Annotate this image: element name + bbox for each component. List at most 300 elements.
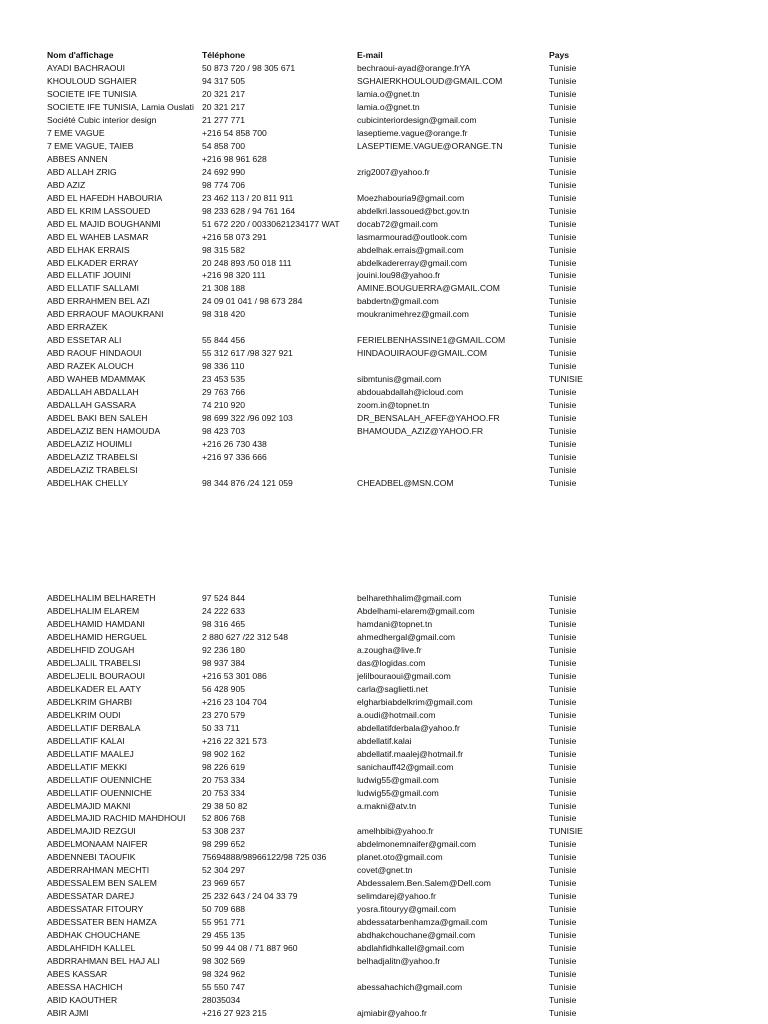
contact-phone: +216 22 321 573 (202, 735, 267, 746)
contact-country: Tunisie (549, 140, 577, 151)
table-row (0, 605, 768, 618)
contact-email: AMINE.BOUGUERRA@GMAIL.COM (357, 283, 500, 294)
contact-email: abdelkadererray@gmail.com (357, 257, 467, 268)
contact-email: CHEADBEL@MSN.COM (357, 477, 454, 488)
contact-phone: 98 937 384 (202, 657, 246, 668)
contact-email: covet@gnet.tn (357, 865, 413, 876)
contact-name: ABD ERRAHMEN BEL AZI (47, 296, 150, 307)
contact-phone: 98 318 420 (202, 309, 246, 320)
table-row (0, 308, 768, 321)
contact-email: belharethhalim@gmail.com (357, 593, 462, 603)
contact-name: ABDELLATIF OUENNICHE (47, 787, 152, 798)
contact-email: moukranimehrez@gmail.com (357, 309, 469, 320)
table-row (0, 955, 768, 968)
table-row (0, 748, 768, 761)
table-row (0, 761, 768, 774)
contact-email: lasmarmourad@outlook.com (357, 231, 467, 242)
contact-phone: 29 763 766 (202, 387, 246, 398)
contact-email: hamdani@topnet.tn (357, 618, 433, 629)
table-row (0, 968, 768, 981)
contact-name: ABDELJALIL TRABELSI (47, 657, 141, 668)
table-row (0, 1007, 768, 1020)
table-header-row (0, 49, 768, 62)
contact-phone: 52 304 297 (202, 865, 246, 876)
table-row (0, 787, 768, 800)
contact-phone: +216 26 730 438 (202, 439, 267, 450)
contact-country: Tunisie (549, 114, 577, 125)
contact-phone: 2 880 627 /22 312 548 (202, 631, 289, 642)
table-row (0, 438, 768, 451)
contact-name: ABD ELKADER ERRAY (47, 257, 139, 268)
contact-email: jelilbouraoui@gmail.com (357, 670, 451, 681)
contact-name: ABDELLATIF DERBALA (47, 722, 141, 733)
contact-name: KHOULOUD SGHAIER (47, 75, 137, 86)
contact-country: Tunisie (549, 696, 577, 707)
table-row (0, 192, 768, 205)
contact-name: ABDELLATIF MEKKI (47, 761, 128, 772)
contact-country: Tunisie (549, 748, 577, 759)
contact-country: Tunisie (549, 683, 577, 694)
table-row (0, 451, 768, 464)
contact-name: ABD EL WAHEB LASMAR (47, 231, 149, 242)
contact-country: Tunisie (549, 631, 577, 642)
contact-email: BHAMOUDA_AZIZ@YAHOO.FR (357, 426, 484, 437)
contact-country: Tunisie (549, 670, 577, 681)
table-row (0, 618, 768, 631)
contact-name: ABD EL HAFEDH HABOURIA (47, 192, 163, 203)
contact-country: Tunisie (549, 657, 577, 668)
contact-name: ABD RAOUF HINDAOUI (47, 348, 142, 359)
contact-name: ABID KAOUTHER (47, 995, 118, 1006)
contact-name: ABDELAZIZ HOUIMLI (47, 439, 132, 450)
contact-email: abdouabdallah@icloud.com (357, 387, 464, 398)
contact-country: Tunisie (549, 787, 577, 798)
table-row (0, 670, 768, 683)
contact-country: Tunisie (549, 413, 577, 424)
contact-email: planet.oto@gmail.com (357, 852, 443, 863)
contact-country: Tunisie (549, 166, 577, 177)
table-body (0, 592, 768, 1020)
table-row (0, 179, 768, 192)
table-row (0, 735, 768, 748)
contact-country: Tunisie (549, 205, 577, 216)
contact-phone: 55 550 747 (202, 982, 246, 993)
contact-email: abdelhak.errais@gmail.com (357, 244, 464, 255)
contact-phone: 74 210 920 (202, 400, 246, 411)
contact-email: amelhbibi@yahoo.fr (357, 826, 434, 837)
table-row (0, 696, 768, 709)
contact-name: ABDELMAJID REZGUI (47, 826, 136, 837)
contact-name: ABDLAHFIDH KALLEL (47, 943, 136, 954)
contact-country: Tunisie (549, 452, 577, 463)
contact-email: ludwig55@gmail.com (357, 774, 439, 785)
contact-phone: 28035034 (202, 995, 241, 1006)
table-row (0, 903, 768, 916)
contact-country: Tunisie (549, 618, 577, 629)
table-row (0, 477, 768, 490)
contact-name: ABDALLAH GASSARA (47, 400, 136, 411)
contact-country: Tunisie (549, 361, 577, 372)
table-row (0, 631, 768, 644)
table-row (0, 412, 768, 425)
contact-name: ABDELLATIF KALAI (47, 735, 125, 746)
contact-name: ABD ELLATIF SALLAMI (47, 283, 140, 294)
contacts-table-page-1 (0, 49, 768, 490)
contact-country: Tunisie (549, 943, 577, 954)
contact-country: Tunisie (549, 439, 577, 450)
contact-phone: 52 806 768 (202, 813, 246, 824)
contact-phone: +216 58 073 291 (202, 231, 267, 242)
contact-country: Tunisie (549, 593, 577, 603)
contact-phone: +216 53 301 086 (202, 670, 267, 681)
contact-country: Tunisie (549, 218, 577, 229)
contact-phone: 20 248 893 /50 018 111 (202, 257, 292, 268)
contact-country: Tunisie (549, 101, 577, 112)
contact-name: ABDELKRIM GHARBI (47, 696, 133, 707)
contact-phone: 24 09 01 041 / 98 673 284 (202, 296, 303, 307)
table-row (0, 75, 768, 88)
table-row (0, 657, 768, 670)
contact-phone: +216 27 923 215 (202, 1008, 267, 1018)
contact-country: Tunisie (549, 465, 577, 475)
contact-phone: 23 969 657 (202, 878, 246, 889)
contact-name: ABDESSALEM BEN SALEM (47, 878, 157, 889)
contact-email: ajmiabir@yahoo.fr (357, 1008, 427, 1018)
table-row (0, 644, 768, 657)
contact-phone: 29 38 50 82 (202, 800, 248, 811)
contact-phone: 56 428 905 (202, 683, 246, 694)
contact-country: Tunisie (549, 270, 577, 281)
contact-name: ABDELHAMID HERGUEL (47, 631, 147, 642)
contact-name: ABDHAK CHOUCHANE (47, 930, 141, 941)
table-row (0, 981, 768, 994)
contact-email: abdellatifderbala@yahoo.fr (357, 722, 460, 733)
contact-name: ABDELHALIM ELAREM (47, 605, 140, 616)
contact-name: ABDESSATAR FITOURY (47, 904, 144, 915)
table-row (0, 140, 768, 153)
contact-email: abdessatarbenhamza@gmail.com (357, 917, 488, 928)
contact-country: Tunisie (549, 813, 577, 824)
contact-country: Tunisie (549, 192, 577, 203)
contact-country: Tunisie (549, 904, 577, 915)
table-row (0, 114, 768, 127)
contact-name: ABD EL MAJID BOUGHANMI (47, 218, 161, 229)
contact-email: abdlahfidhkallel@gmail.com (357, 943, 465, 954)
contact-phone: 20 321 217 (202, 101, 246, 112)
contact-phone: 98 423 703 (202, 426, 246, 437)
header-phone: Téléphone (202, 50, 245, 60)
contact-phone: +216 97 336 666 (202, 452, 267, 463)
contact-phone: 20 321 217 (202, 88, 246, 99)
contact-email: jouini.lou98@yahoo.fr (357, 270, 441, 281)
contact-country: Tunisie (549, 75, 577, 86)
contact-email: Moezhabouria9@gmail.com (357, 192, 465, 203)
contact-name: SOCIETE IFE TUNISIA, Lamia Ouslati (47, 101, 194, 112)
contact-phone: 98 316 465 (202, 618, 246, 629)
contact-country: Tunisie (549, 400, 577, 411)
contact-name: ABD ERRAZEK (47, 322, 108, 333)
contact-email: elgharbiabdelkrim@gmail.com (357, 696, 473, 707)
table-row (0, 812, 768, 825)
contact-phone: 75694888/98966122/98 725 036 (202, 852, 327, 863)
contact-phone: 55 951 771 (202, 917, 246, 928)
contact-email: ludwig55@gmail.com (357, 787, 439, 798)
contact-phone: 50 709 688 (202, 904, 246, 915)
table-row (0, 838, 768, 851)
contact-phone: 23 462 113 / 20 811 911 (202, 192, 294, 203)
contact-phone: 51 672 220 / 00330621234177 WAT (202, 218, 340, 229)
table-row (0, 231, 768, 244)
contact-country: Tunisie (549, 956, 577, 967)
contact-country: Tunisie (549, 477, 577, 488)
contact-phone: 98 302 569 (202, 956, 246, 967)
table-row (0, 425, 768, 438)
contact-name: ABDESSATER BEN HAMZA (47, 917, 157, 928)
contact-phone: 92 236 180 (202, 644, 246, 655)
contact-email: cubicinteriordesign@gmail.com (357, 114, 477, 125)
table-row (0, 127, 768, 140)
contact-country: Tunisie (549, 774, 577, 785)
contact-email: zrig2007@yahoo.fr (357, 166, 430, 177)
table-row (0, 722, 768, 735)
table-row (0, 88, 768, 101)
contact-name: ABDERRAHMAN MECHTI (47, 865, 150, 876)
contact-name: ABDELLATIF MAALEJ (47, 748, 134, 759)
contact-name: ABD WAHEB MDAMMAK (47, 374, 146, 385)
contact-country: Tunisie (549, 722, 577, 733)
table-row (0, 295, 768, 308)
contact-name: ABDELMAJID MAKNI (47, 800, 131, 811)
contact-email: babdertn@gmail.com (357, 296, 439, 307)
table-row (0, 347, 768, 360)
contact-country: Tunisie (549, 62, 577, 73)
contact-name: AYADI BACHRAOUI (47, 62, 125, 73)
contact-name: ABDALLAH ABDALLAH (47, 387, 139, 398)
contact-email: ahmedhergal@gmail.com (357, 631, 456, 642)
contact-email: lamia.o@gnet.tn (357, 101, 420, 112)
contact-phone: +216 98 320 111 (202, 270, 266, 281)
contacts-table-page-2 (0, 592, 768, 1020)
contact-country: Tunisie (549, 735, 577, 746)
contact-country: Tunisie (549, 839, 577, 850)
contact-country: Tunisie (549, 982, 577, 993)
contact-name: 7 EME VAGUE, TAIEB (47, 140, 134, 151)
contact-email: abdellatif.kalai (357, 735, 412, 746)
contact-country: Tunisie (549, 127, 577, 138)
contact-name: ABDELKADER EL AATY (47, 683, 142, 694)
contact-phone: 98 233 628 / 94 761 164 (202, 205, 296, 216)
contact-name: ABD EL KRIM LASSOUED (47, 205, 151, 216)
contact-phone: 24 222 633 (202, 605, 246, 616)
contact-email: LASEPTIEME.VAGUE@ORANGE.TN (357, 140, 503, 151)
table-row (0, 800, 768, 813)
contact-phone: 23 270 579 (202, 709, 246, 720)
contact-phone: 97 524 844 (202, 593, 246, 603)
contact-country: Tunisie (549, 995, 577, 1006)
contact-country: Tunisie (549, 800, 577, 811)
contact-phone: 29 455 135 (202, 930, 246, 941)
table-row (0, 205, 768, 218)
contact-name: ABDELMONAAM NAIFER (47, 839, 148, 850)
contact-country: Tunisie (549, 1008, 577, 1018)
table-row (0, 464, 768, 477)
table-row (0, 360, 768, 373)
contact-email: zoom.in@topnet.tn (357, 400, 430, 411)
contact-name: ABDELHALIM BELHARETH (47, 593, 156, 603)
contact-name: Société Cubic interior design (47, 114, 157, 125)
contact-phone: 50 33 711 (202, 722, 240, 733)
contact-email: Abdessalem.Ben.Salem@Dell.com (357, 878, 491, 889)
contact-phone: 98 324 962 (202, 969, 246, 980)
contact-phone: 98 699 322 /96 092 103 (202, 413, 293, 424)
table-row (0, 282, 768, 295)
contact-country: Tunisie (549, 891, 577, 902)
contact-name: ABDENNEBI TAOUFIK (47, 852, 136, 863)
contact-email: HINDAOUIRAOUF@GMAIL.COM (357, 348, 487, 359)
table-row (0, 916, 768, 929)
contact-name: ABDELAZIZ TRABELSI (47, 452, 138, 463)
contact-email: Abdelhami-elarem@gmail.com (357, 605, 475, 616)
contact-email: FERIELBENHASSINE1@GMAIL.COM (357, 335, 506, 346)
contact-name: ABD ALLAH ZRIG (47, 166, 117, 177)
contact-email: abdelmonemnaifer@gmail.com (357, 839, 477, 850)
table-row (0, 399, 768, 412)
contact-country: TUNISIE (549, 826, 583, 837)
contact-phone: 50 873 720 / 98 305 671 (202, 62, 296, 73)
header-name: Nom d'affichage (47, 50, 114, 60)
contact-phone: 24 692 990 (202, 166, 246, 177)
contact-country: Tunisie (549, 426, 577, 437)
contact-email: laseptieme.vague@orange.fr (357, 127, 468, 138)
contact-name: ABESSA HACHICH (47, 982, 123, 993)
contact-phone: 20 753 334 (202, 774, 246, 785)
contact-phone: 98 315 582 (202, 244, 246, 255)
table-row (0, 994, 768, 1007)
contact-country: Tunisie (549, 348, 577, 359)
contact-phone: 98 336 110 (202, 361, 245, 372)
table-row (0, 218, 768, 231)
contact-name: 7 EME VAGUE (47, 127, 105, 138)
contact-name: SOCIETE IFE TUNISIA (47, 88, 137, 99)
contact-name: ABDESSATAR DAREJ (47, 891, 135, 902)
contact-email: DR_BENSALAH_AFEF@YAHOO.FR (357, 413, 500, 424)
contact-name: ABD ERRAOUF MAOUKRANI (47, 309, 164, 320)
contact-country: Tunisie (549, 153, 577, 164)
contact-country: Tunisie (549, 322, 577, 333)
contact-phone: +216 54 858 700 (202, 127, 267, 138)
contact-name: ABDELAZIZ BEN HAMOUDA (47, 426, 161, 437)
table-row (0, 709, 768, 722)
contact-country: Tunisie (549, 231, 577, 242)
contact-phone: 20 753 334 (202, 787, 246, 798)
header-country: Pays (549, 50, 570, 60)
contact-phone: +216 23 104 704 (202, 696, 267, 707)
table-row (0, 774, 768, 787)
contact-phone: 55 312 617 /98 327 921 (202, 348, 293, 359)
contact-country: Tunisie (549, 283, 577, 294)
table-row (0, 373, 768, 386)
contact-email: a.zougha@live.fr (357, 644, 422, 655)
contact-name: ABES KASSAR (47, 969, 108, 980)
contact-name: ABD RAZEK ALOUCH (47, 361, 134, 372)
table-row (0, 683, 768, 696)
contact-country: Tunisie (549, 644, 577, 655)
contact-email: a.makni@atv.tn (357, 800, 417, 811)
contact-name: ABD ELLATIF JOUINI (47, 270, 131, 281)
contact-country: Tunisie (549, 878, 577, 889)
contact-country: Tunisie (549, 930, 577, 941)
contact-country: Tunisie (549, 709, 577, 720)
table-row (0, 257, 768, 270)
contact-phone: +216 98 961 628 (202, 153, 267, 164)
contact-email: das@logidas.com (357, 657, 426, 668)
contact-name: ABDEL BAKI BEN SALEH (47, 413, 148, 424)
contact-email: SGHAIERKHOULOUD@GMAIL.COM (357, 75, 503, 86)
contact-email: abdelkri.lassoued@bct.gov.tn (357, 205, 470, 216)
contact-email: sanichauff42@gmail.com (357, 761, 454, 772)
contact-email: a.oudi@hotmail.com (357, 709, 436, 720)
table-row (0, 269, 768, 282)
table-row (0, 321, 768, 334)
contact-country: Tunisie (549, 309, 577, 320)
contact-country: Tunisie (549, 605, 577, 616)
contact-name: ABDRRAHMAN BEL HAJ ALI (47, 956, 160, 967)
contact-email: yosra.fitouryy@gmail.com (357, 904, 456, 915)
contact-email: abessahachich@gmail.com (357, 982, 463, 993)
contact-country: Tunisie (549, 179, 577, 190)
contact-name: ABDELHAMID HAMDANI (47, 618, 145, 629)
table-row (0, 929, 768, 942)
table-row (0, 334, 768, 347)
table-body (0, 62, 768, 490)
contact-email: docab72@gmail.com (357, 218, 438, 229)
contact-country: Tunisie (549, 761, 577, 772)
contact-email: lamia.o@gnet.tn (357, 88, 420, 99)
contact-country: Tunisie (549, 917, 577, 928)
contact-email: selimdarej@yahoo.fr (357, 891, 436, 902)
table-row (0, 864, 768, 877)
contact-country: Tunisie (549, 88, 577, 99)
contact-country: Tunisie (549, 969, 577, 980)
table-row (0, 101, 768, 114)
contact-name: ABD ESSETAR ALI (47, 335, 122, 346)
contact-email: belhadjalitn@yahoo.fr (357, 956, 441, 967)
contact-phone: 21 277 771 (202, 114, 246, 125)
contact-phone: 25 232 643 / 24 04 33 79 (202, 891, 298, 902)
table-row (0, 877, 768, 890)
contact-phone: 50 99 44 08 / 71 887 960 (202, 943, 298, 954)
contact-phone: 55 844 456 (202, 335, 246, 346)
contact-name: ABD ELHAK ERRAIS (47, 244, 130, 255)
contact-country: Tunisie (549, 335, 577, 346)
contact-name: ABDELJELIL BOURAOUI (47, 670, 146, 681)
contact-phone: 98 299 652 (202, 839, 246, 850)
contact-country: Tunisie (549, 387, 577, 398)
table-row (0, 386, 768, 399)
contact-country: Tunisie (549, 257, 577, 268)
table-row (0, 244, 768, 257)
table-row (0, 62, 768, 75)
contact-name: ABDELLATIF OUENNICHE (47, 774, 152, 785)
table-row (0, 166, 768, 179)
contact-country: Tunisie (549, 244, 577, 255)
contact-name: ABIR AJMI (47, 1008, 89, 1018)
table-row (0, 153, 768, 166)
contact-email: abdellatif.maalej@hotmail.fr (357, 748, 464, 759)
contact-name: ABD AZIZ (47, 179, 86, 190)
contact-phone: 21 308 188 (202, 283, 246, 294)
contact-phone: 98 344 876 /24 121 059 (202, 477, 293, 488)
